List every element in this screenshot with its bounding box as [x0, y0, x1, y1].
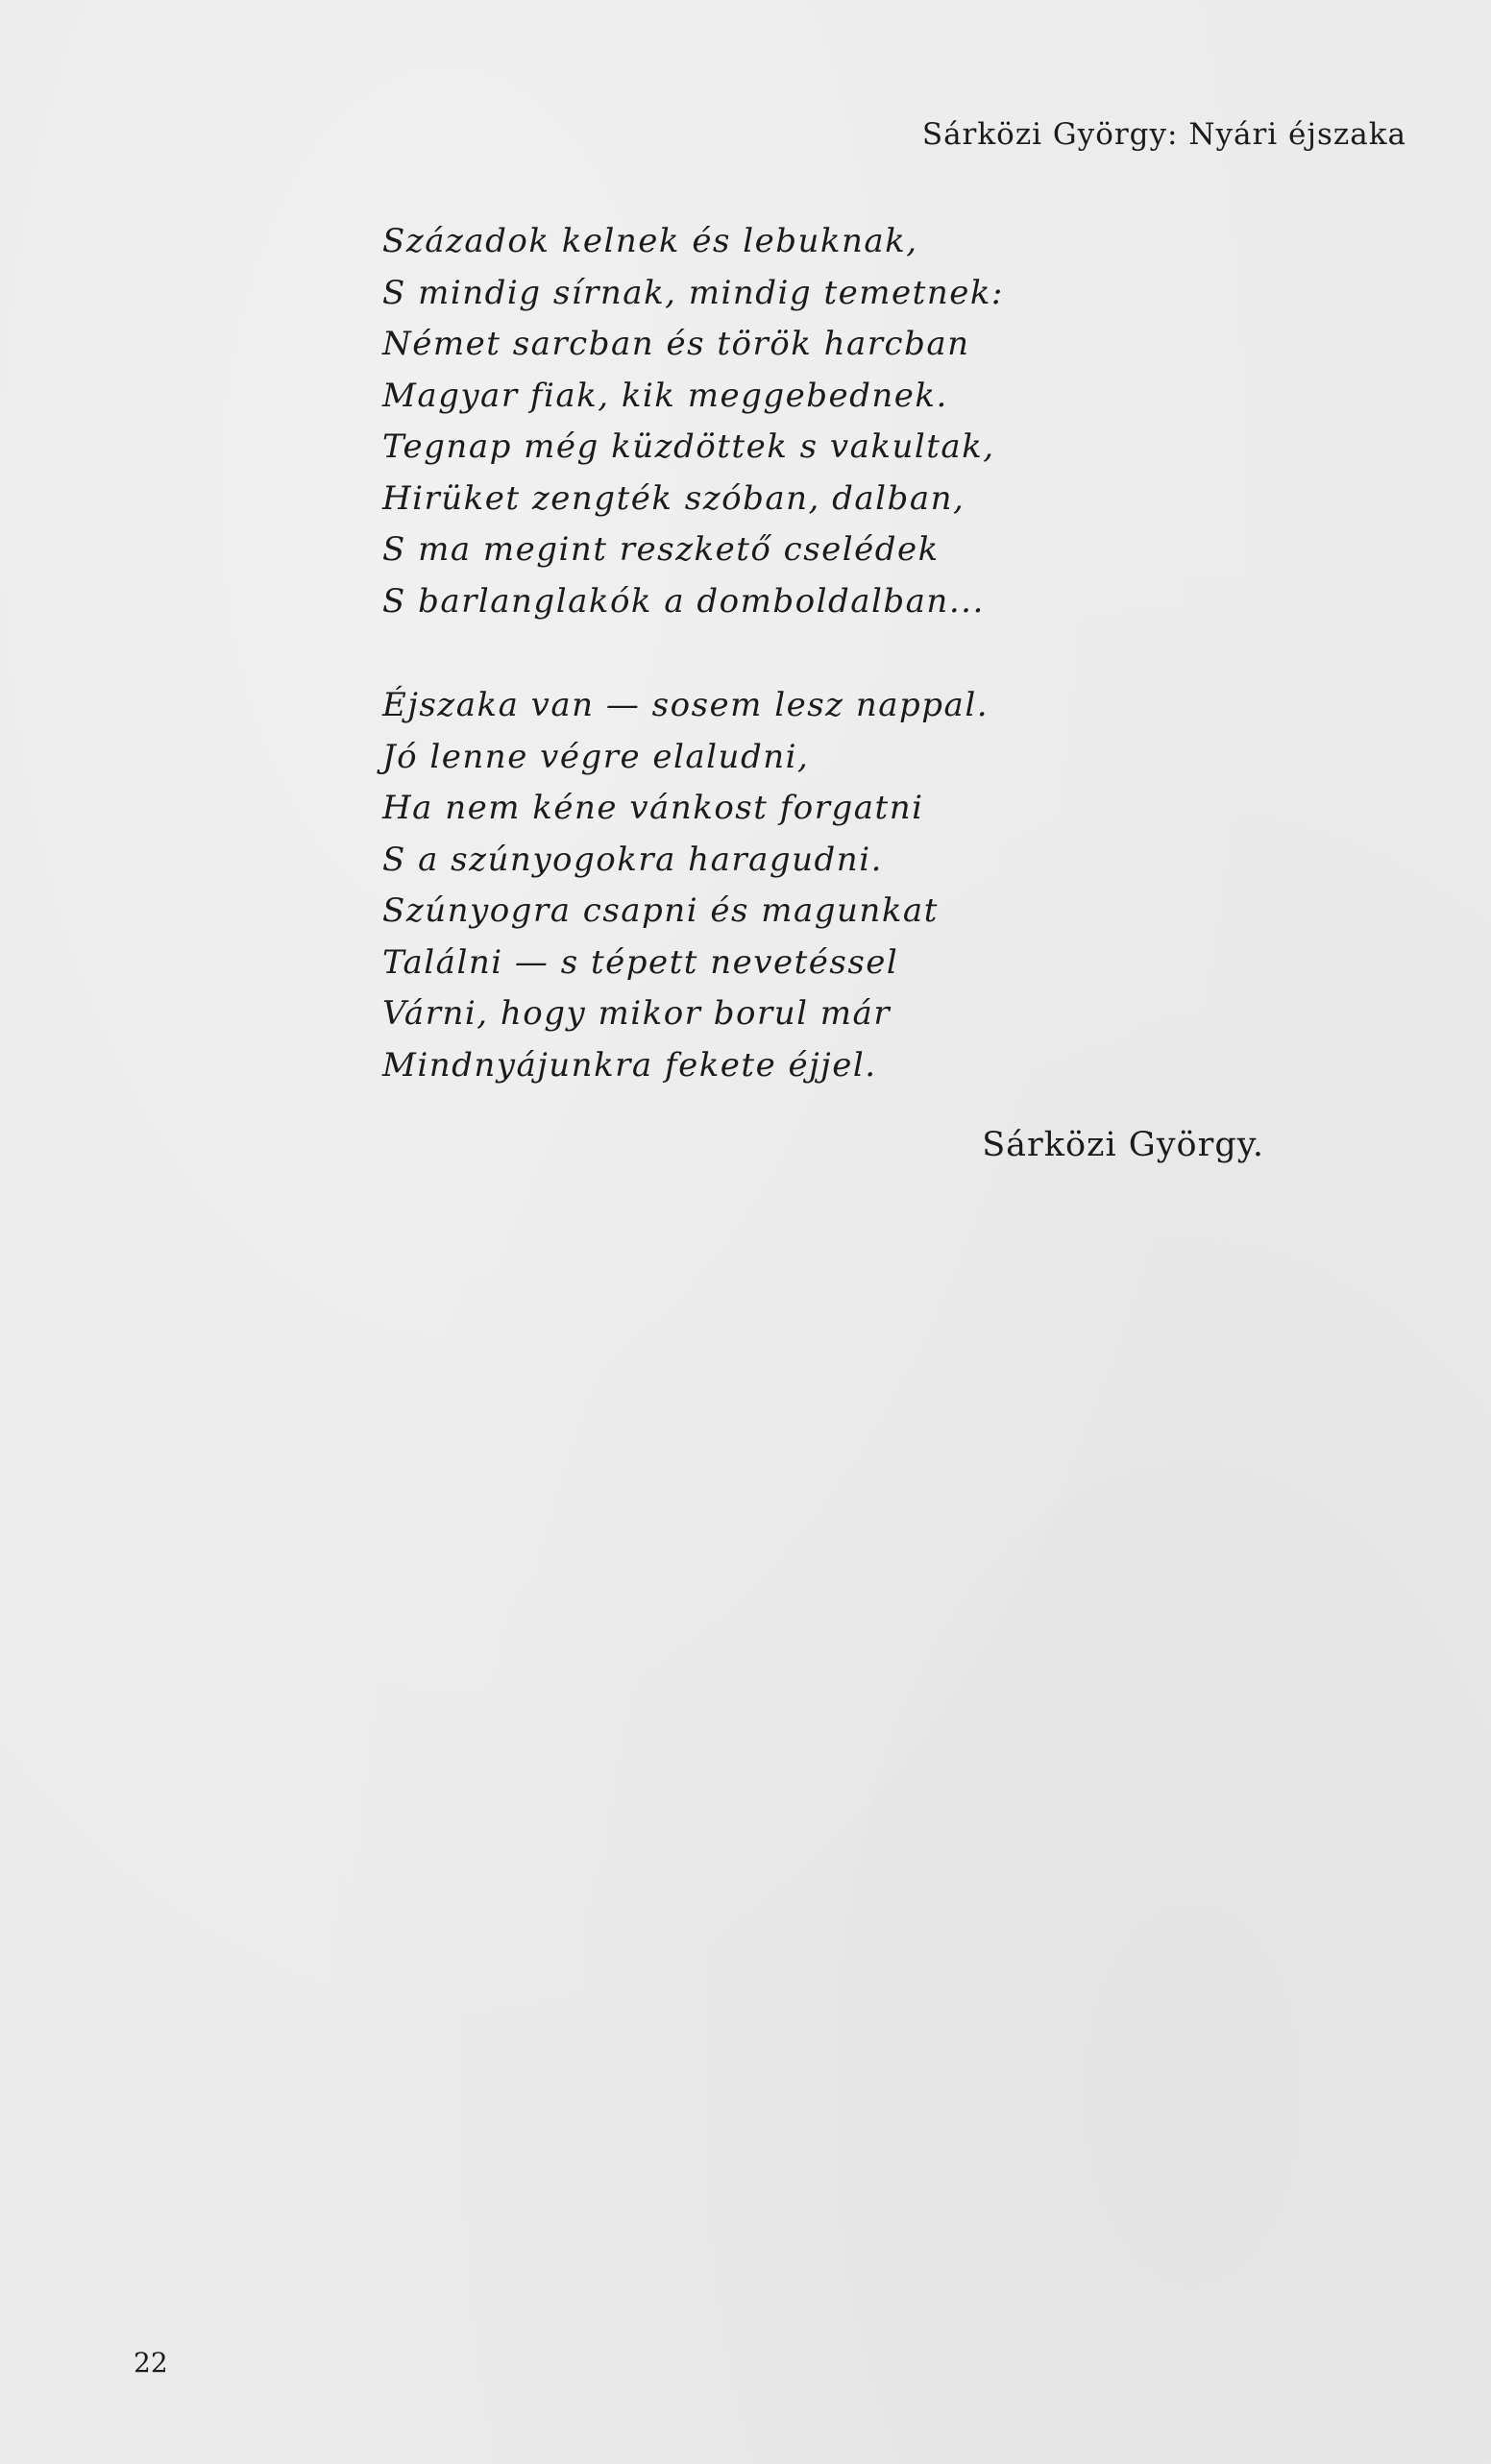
- poem-line: Tegnap még küzdöttek s vakultak,: [382, 427, 995, 466]
- poem-line: S a szúnyogokra haragudni.: [382, 840, 883, 879]
- page-number: 22: [134, 2347, 168, 2379]
- poem-line: S barlanglakók a domboldalban...: [382, 581, 985, 621]
- poem-line: S mindig sírnak, mindig temetnek:: [382, 273, 1004, 312]
- poem-line: Jó lenne végre elaludni,: [382, 737, 810, 776]
- poem-line: S ma megint reszkető cselédek: [382, 530, 940, 569]
- running-header: Sárközi György: Nyári éjszaka: [921, 117, 1406, 152]
- poem-line: Várni, hogy mikor borul már: [382, 994, 892, 1033]
- poem-line: Magyar fiak, kik meggebednek.: [382, 376, 948, 415]
- poem-line: Találni — s tépett nevetéssel: [382, 942, 899, 982]
- poem-line: Ha nem kéne vánkost forgatni: [382, 789, 924, 827]
- stanza-1: [382, 216, 1247, 627]
- poem-line: Mindnyájunkra fekete éjjel.: [382, 1045, 877, 1085]
- author-signature: Sárközi György.: [982, 1126, 1264, 1164]
- poem-line: Éjszaka van — sosem lesz nappal.: [382, 686, 990, 724]
- poem-line: Német sarcban és török harcban: [382, 325, 970, 363]
- stanza-2: [382, 680, 1247, 1091]
- poem-line: Századok kelnek és lebuknak,: [382, 222, 918, 260]
- poem: [382, 216, 1247, 1091]
- poem-line: Hirüket zengték szóban, dalban,: [382, 478, 965, 518]
- poem-line: Szúnyogra csapni és magunkat: [382, 891, 939, 930]
